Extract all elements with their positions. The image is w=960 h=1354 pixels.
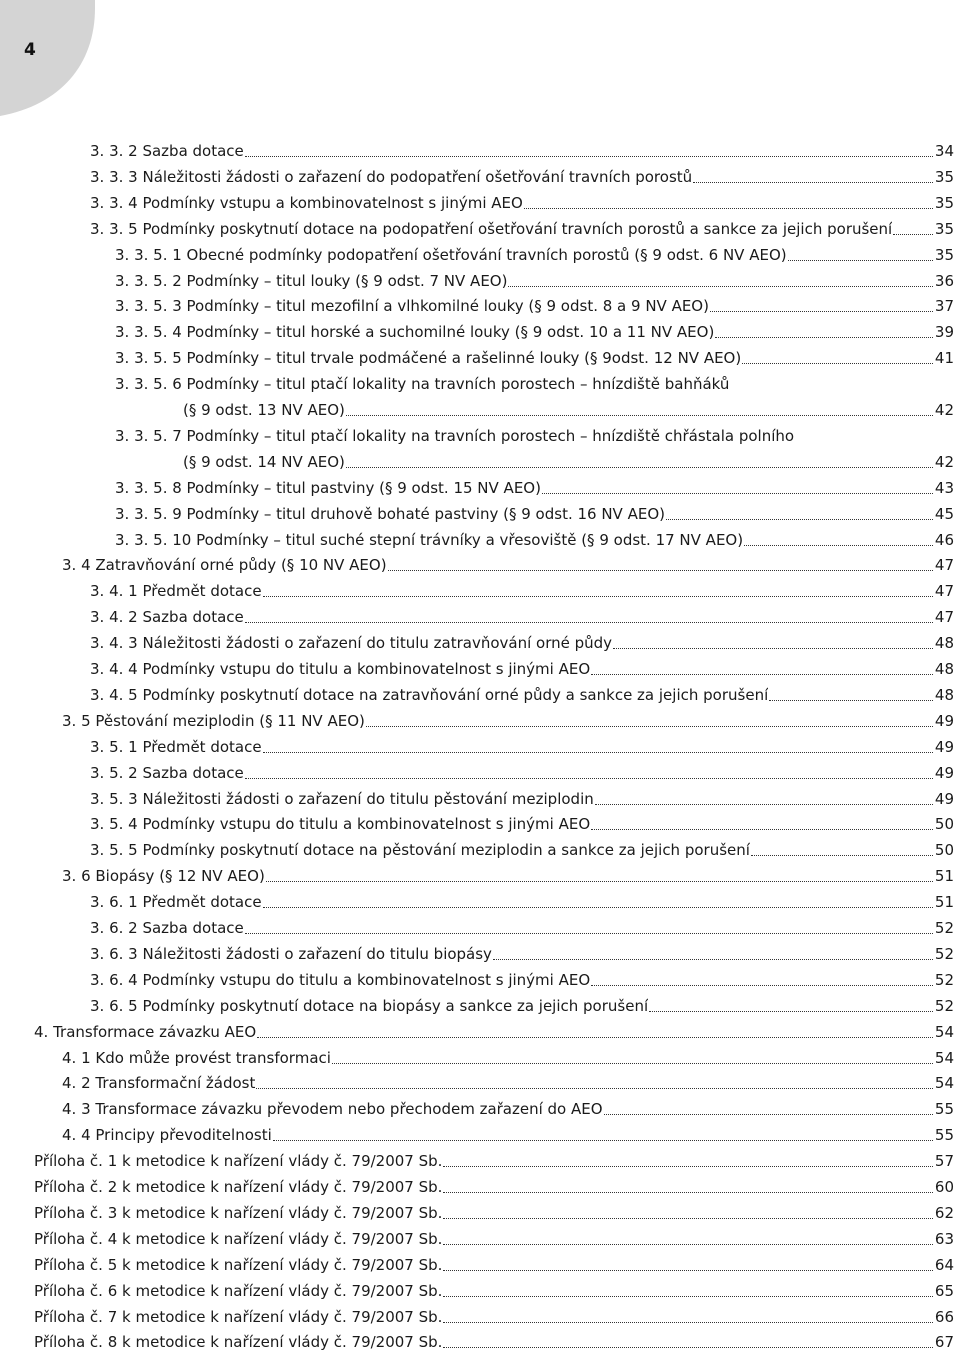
toc-entry-page: 36 — [934, 272, 954, 290]
dot-leader — [443, 1244, 932, 1245]
toc-entry-page: 45 — [934, 505, 954, 523]
toc-entry-page: 57 — [934, 1152, 954, 1170]
toc-entry-title: 3. 4. 5 Podmínky poskytnutí dotace na zatravňování orné půdy a sankce za jejich porušení — [90, 686, 769, 704]
toc-entry-page: 52 — [934, 997, 954, 1015]
dot-leader — [263, 752, 933, 753]
toc-entry-page: 54 — [934, 1049, 954, 1067]
dot-leader — [508, 286, 932, 287]
toc-entry-page: 50 — [934, 841, 954, 859]
toc-entry-page: 51 — [934, 893, 954, 911]
toc-entry-title: 3. 4. 4 Podmínky vstupu do titulu a kombinovatelnost s jinými AEO — [90, 660, 591, 678]
toc-entry-page: 66 — [934, 1308, 954, 1326]
toc-entry-title: 3. 5 Pěstování meziplodin (§ 11 NV AEO) — [62, 712, 365, 730]
dot-leader — [366, 726, 933, 727]
toc-entry-title: 3. 3. 3 Náležitosti žádosti o zařazení do podopatření ošetřování travních porostů — [90, 168, 693, 186]
dot-leader — [443, 1192, 932, 1193]
dot-leader — [443, 1218, 932, 1219]
toc-entry-page: 47 — [934, 608, 954, 626]
toc-entry[interactable] — [90, 787, 954, 809]
toc-entry[interactable] — [62, 1046, 954, 1068]
toc-entry-title: 3. 6. 4 Podmínky vstupu do titulu a kombinovatelnost s jinými AEO — [90, 971, 591, 989]
toc-entry-page: 52 — [934, 971, 954, 989]
dot-leader — [245, 778, 933, 779]
toc-entry-page: 52 — [934, 945, 954, 963]
dot-leader — [346, 415, 933, 416]
toc-entry-title: 3. 6. 5 Podmínky poskytnutí dotace na biopásy a sankce za jejich porušení — [90, 997, 649, 1015]
toc-entry[interactable] — [90, 217, 954, 239]
toc-entry[interactable] — [62, 553, 954, 575]
toc-entry[interactable] — [90, 631, 954, 653]
toc-entry-page: 49 — [934, 764, 954, 782]
toc-entry-page: 35 — [934, 194, 954, 212]
toc-entry-page: 37 — [934, 297, 954, 315]
toc-entry-page: 54 — [934, 1074, 954, 1092]
toc-entry-page: 47 — [934, 556, 954, 574]
toc-entry-title: 3. 3. 5. 9 Podmínky – titul druhově bohaté pastviny (§ 9 odst. 16 NV AEO) — [115, 505, 665, 523]
toc-entry[interactable] — [34, 1227, 954, 1249]
toc-entry-page: 47 — [934, 582, 954, 600]
toc-entry[interactable] — [90, 657, 954, 679]
dot-leader — [893, 234, 933, 235]
toc-entry[interactable] — [90, 968, 954, 990]
toc-entry-title: 3. 6 Biopásy (§ 12 NV AEO) — [62, 867, 265, 885]
toc-entry-title: 3. 5. 5 Podmínky poskytnutí dotace na pěstování meziplodin a sankce za jejich porušení — [90, 841, 750, 859]
dot-leader — [388, 570, 933, 571]
toc-entry-title: 3. 5. 4 Podmínky vstupu do titulu a kombinovatelnost s jinými AEO — [90, 815, 591, 833]
toc-entry-title: 3. 4. 1 Předmět dotace — [90, 582, 262, 600]
toc-entry[interactable] — [62, 709, 954, 731]
toc-entry-title: 3. 6. 1 Předmět dotace — [90, 893, 262, 911]
dot-leader — [273, 1140, 933, 1141]
toc-entry[interactable] — [183, 450, 954, 472]
toc-entry-page: 46 — [934, 531, 954, 549]
dot-leader — [751, 855, 933, 856]
toc-entry-title: Příloha č. 4 k metodice k nařízení vlády č. 79/2007 Sb. — [34, 1230, 443, 1248]
toc-entry-page: 52 — [934, 919, 954, 937]
toc-entry[interactable] — [90, 942, 954, 964]
toc-entry-title: 4. Transformace závazku AEO — [34, 1023, 257, 1041]
toc-entry[interactable] — [115, 269, 954, 291]
toc-entry[interactable] — [90, 838, 954, 860]
toc-entry-page: 41 — [934, 349, 954, 367]
toc-entry[interactable] — [34, 1279, 954, 1301]
toc-entry-title: (§ 9 odst. 14 NV AEO) — [183, 453, 345, 471]
toc-entry[interactable] — [34, 1020, 954, 1042]
toc-entry[interactable] — [34, 1149, 954, 1171]
toc-entry-title: 3. 3. 2 Sazba dotace — [90, 142, 244, 160]
toc-entry[interactable] — [90, 890, 954, 912]
toc-entry-title: 3. 4. 2 Sazba dotace — [90, 608, 244, 626]
dot-leader — [591, 674, 933, 675]
toc-entry-title: (§ 9 odst. 13 NV AEO) — [183, 401, 345, 419]
toc-entry[interactable] — [90, 191, 954, 213]
dot-leader — [332, 1063, 933, 1064]
dot-leader — [443, 1347, 932, 1348]
toc-entry-title: 3. 3. 5. 8 Podmínky – titul pastviny (§ 9 odst. 15 NV AEO) — [115, 479, 541, 497]
toc-entry[interactable] — [62, 1071, 954, 1093]
toc-entry[interactable] — [90, 761, 954, 783]
toc-entry[interactable] — [183, 398, 954, 420]
toc-entry-page: 60 — [934, 1178, 954, 1196]
toc-entry[interactable] — [115, 294, 954, 316]
dot-leader — [693, 182, 933, 183]
toc-entry-title: 3. 3. 5. 4 Podmínky – titul horské a suchomilné louky (§ 9 odst. 10 a 11 NV AEO) — [115, 323, 715, 341]
dot-leader — [604, 1114, 933, 1115]
toc-entry[interactable] — [34, 1305, 954, 1327]
toc-entry[interactable] — [34, 1330, 954, 1352]
dot-leader — [744, 545, 933, 546]
toc-entry-title: 3. 4. 3 Náležitosti žádosti o zařazení do titulu zatravňování orné půdy — [90, 634, 613, 652]
toc-entry[interactable] — [62, 1123, 954, 1145]
toc-entry[interactable] — [115, 424, 954, 446]
dot-leader — [666, 519, 933, 520]
toc-entry-title: 3. 6. 2 Sazba dotace — [90, 919, 244, 937]
toc-entry-page: 42 — [934, 401, 954, 419]
toc-entry-page: 50 — [934, 815, 954, 833]
toc-entry-page: 64 — [934, 1256, 954, 1274]
dot-leader — [542, 493, 933, 494]
toc-entry-page: 48 — [934, 634, 954, 652]
dot-leader — [266, 881, 933, 882]
toc-entry-title: 3. 3. 4 Podmínky vstupu a kombinovatelnost s jinými AEO — [90, 194, 523, 212]
toc-entry-title: 3. 3. 5. 7 Podmínky – titul ptačí lokality na travních porostech – hnízdiště chřástala polního — [115, 427, 795, 445]
toc-entry-page: 49 — [934, 712, 954, 730]
toc-entry[interactable] — [115, 476, 954, 498]
toc-entry-title: 3. 6. 3 Náležitosti žádosti o zařazení do titulu biopásy — [90, 945, 492, 963]
toc-entry-page: 39 — [934, 323, 954, 341]
toc-entry-title: 3. 5. 2 Sazba dotace — [90, 764, 244, 782]
toc-entry[interactable] — [90, 812, 954, 834]
toc-entry-title: Příloha č. 3 k metodice k nařízení vlády č. 79/2007 Sb. — [34, 1204, 443, 1222]
toc-entry-title: 4. 4 Principy převoditelnosti — [62, 1126, 272, 1144]
toc-entry-title: Příloha č. 1 k metodice k nařízení vlády č. 79/2007 Sb. — [34, 1152, 443, 1170]
dot-leader — [715, 337, 933, 338]
toc-entry-page: 62 — [934, 1204, 954, 1222]
toc-entry-title: Příloha č. 6 k metodice k nařízení vlády č. 79/2007 Sb. — [34, 1282, 443, 1300]
toc-entry[interactable] — [90, 916, 954, 938]
toc-entry-page: 35 — [934, 246, 954, 264]
toc-entry[interactable] — [115, 528, 954, 550]
toc-entry-page: 54 — [934, 1023, 954, 1041]
toc-entry-page: 51 — [934, 867, 954, 885]
toc-entry[interactable] — [90, 683, 954, 705]
dot-leader — [769, 700, 933, 701]
toc-entry-title: 3. 3. 5. 2 Podmínky – titul louky (§ 9 odst. 7 NV AEO) — [115, 272, 508, 290]
dot-leader — [245, 156, 933, 157]
toc-entry-page: 35 — [934, 220, 954, 238]
dot-leader — [443, 1322, 932, 1323]
dot-leader — [788, 260, 933, 261]
toc-entry-title: 3. 3. 5. 10 Podmínky – titul suché stepní trávníky a vřesoviště (§ 9 odst. 17 NV AEO) — [115, 531, 744, 549]
dot-leader — [613, 648, 933, 649]
toc-entry[interactable] — [90, 165, 954, 187]
toc-entry-page: 63 — [934, 1230, 954, 1248]
toc-entry[interactable] — [62, 1097, 954, 1119]
toc-entry[interactable] — [90, 994, 954, 1016]
dot-leader — [443, 1166, 932, 1167]
toc-entry[interactable] — [90, 579, 954, 601]
dot-leader — [524, 208, 933, 209]
toc-entry-page: 49 — [934, 738, 954, 756]
toc-entry[interactable] — [62, 864, 954, 886]
dot-leader — [257, 1037, 933, 1038]
toc-entry-title: 3. 3. 5. 6 Podmínky – titul ptačí lokality na travních porostech – hnízdiště bahňáků — [115, 375, 730, 393]
toc-entry[interactable] — [34, 1253, 954, 1275]
toc-entry-page: 35 — [934, 168, 954, 186]
toc-entry[interactable] — [90, 605, 954, 627]
toc-entry-page: 43 — [934, 479, 954, 497]
dot-leader — [245, 622, 933, 623]
toc-entry-page: 42 — [934, 453, 954, 471]
page-number: 4 — [24, 40, 36, 60]
toc-entry-page: 48 — [934, 660, 954, 678]
toc-entry[interactable] — [115, 372, 954, 394]
toc-entry-page: 55 — [934, 1100, 954, 1118]
toc-entry-page: 49 — [934, 790, 954, 808]
toc-entry[interactable] — [115, 502, 954, 524]
dot-leader — [649, 1011, 933, 1012]
toc-entry-title: 4. 2 Transformační žádost — [62, 1074, 256, 1092]
toc-entry-title: 4. 3 Transformace závazku převodem nebo přechodem zařazení do AEO — [62, 1100, 603, 1118]
toc-entry-title: 3. 3. 5. 5 Podmínky – titul trvale podmáčené a rašelinné louky (§ 9odst. 12 NV AEO) — [115, 349, 742, 367]
dot-leader — [256, 1088, 933, 1089]
dot-leader — [346, 467, 933, 468]
toc-entry-title: 3. 3. 5. 3 Podmínky – titul mezofilní a vlhkomilné louky (§ 9 odst. 8 a 9 NV AEO) — [115, 297, 709, 315]
toc-entry-page: 67 — [934, 1333, 954, 1351]
toc-entry-title: 3. 4 Zatravňování orné půdy (§ 10 NV AEO) — [62, 556, 387, 574]
toc-entry-page: 65 — [934, 1282, 954, 1300]
toc-entry-page: 34 — [934, 142, 954, 160]
toc-entry-title: Příloha č. 8 k metodice k nařízení vlády č. 79/2007 Sb. — [34, 1333, 443, 1351]
toc-entry-title: 3. 3. 5 Podmínky poskytnutí dotace na podopatření ošetřování travních porostů a sankce za jejich porušení — [90, 220, 893, 238]
toc-entry-title: 3. 5. 1 Předmět dotace — [90, 738, 262, 756]
dot-leader — [443, 1296, 932, 1297]
dot-leader — [595, 804, 933, 805]
toc-entry[interactable] — [90, 139, 954, 161]
dot-leader — [245, 933, 933, 934]
toc-entry-title: Příloha č. 7 k metodice k nařízení vlády č. 79/2007 Sb. — [34, 1308, 443, 1326]
dot-leader — [263, 907, 933, 908]
toc-entry-title: 4. 1 Kdo může provést transformaci — [62, 1049, 331, 1067]
toc-entry[interactable] — [34, 1201, 954, 1223]
toc-entry-page: 55 — [934, 1126, 954, 1144]
toc-entry-title: 3. 5. 3 Náležitosti žádosti o zařazení do titulu pěstování meziplodin — [90, 790, 594, 808]
toc-entry[interactable] — [115, 320, 954, 342]
toc-entry-title: Příloha č. 2 k metodice k nařízení vlády č. 79/2007 Sb. — [34, 1178, 443, 1196]
toc-entry[interactable] — [115, 346, 954, 368]
dot-leader — [493, 959, 933, 960]
dot-leader — [263, 596, 933, 597]
toc-entry[interactable] — [90, 735, 954, 757]
dot-leader — [591, 985, 933, 986]
dot-leader — [742, 363, 933, 364]
dot-leader — [591, 829, 933, 830]
toc-entry-title: Příloha č. 5 k metodice k nařízení vlády č. 79/2007 Sb. — [34, 1256, 443, 1274]
dot-leader — [443, 1270, 932, 1271]
toc-entry[interactable] — [34, 1175, 954, 1197]
toc-entry[interactable] — [115, 243, 954, 265]
toc-entry-page: 48 — [934, 686, 954, 704]
dot-leader — [710, 311, 933, 312]
toc-entry-title: 3. 3. 5. 1 Obecné podmínky podopatření ošetřování travních porostů (§ 9 odst. 6 NV AEO) — [115, 246, 787, 264]
